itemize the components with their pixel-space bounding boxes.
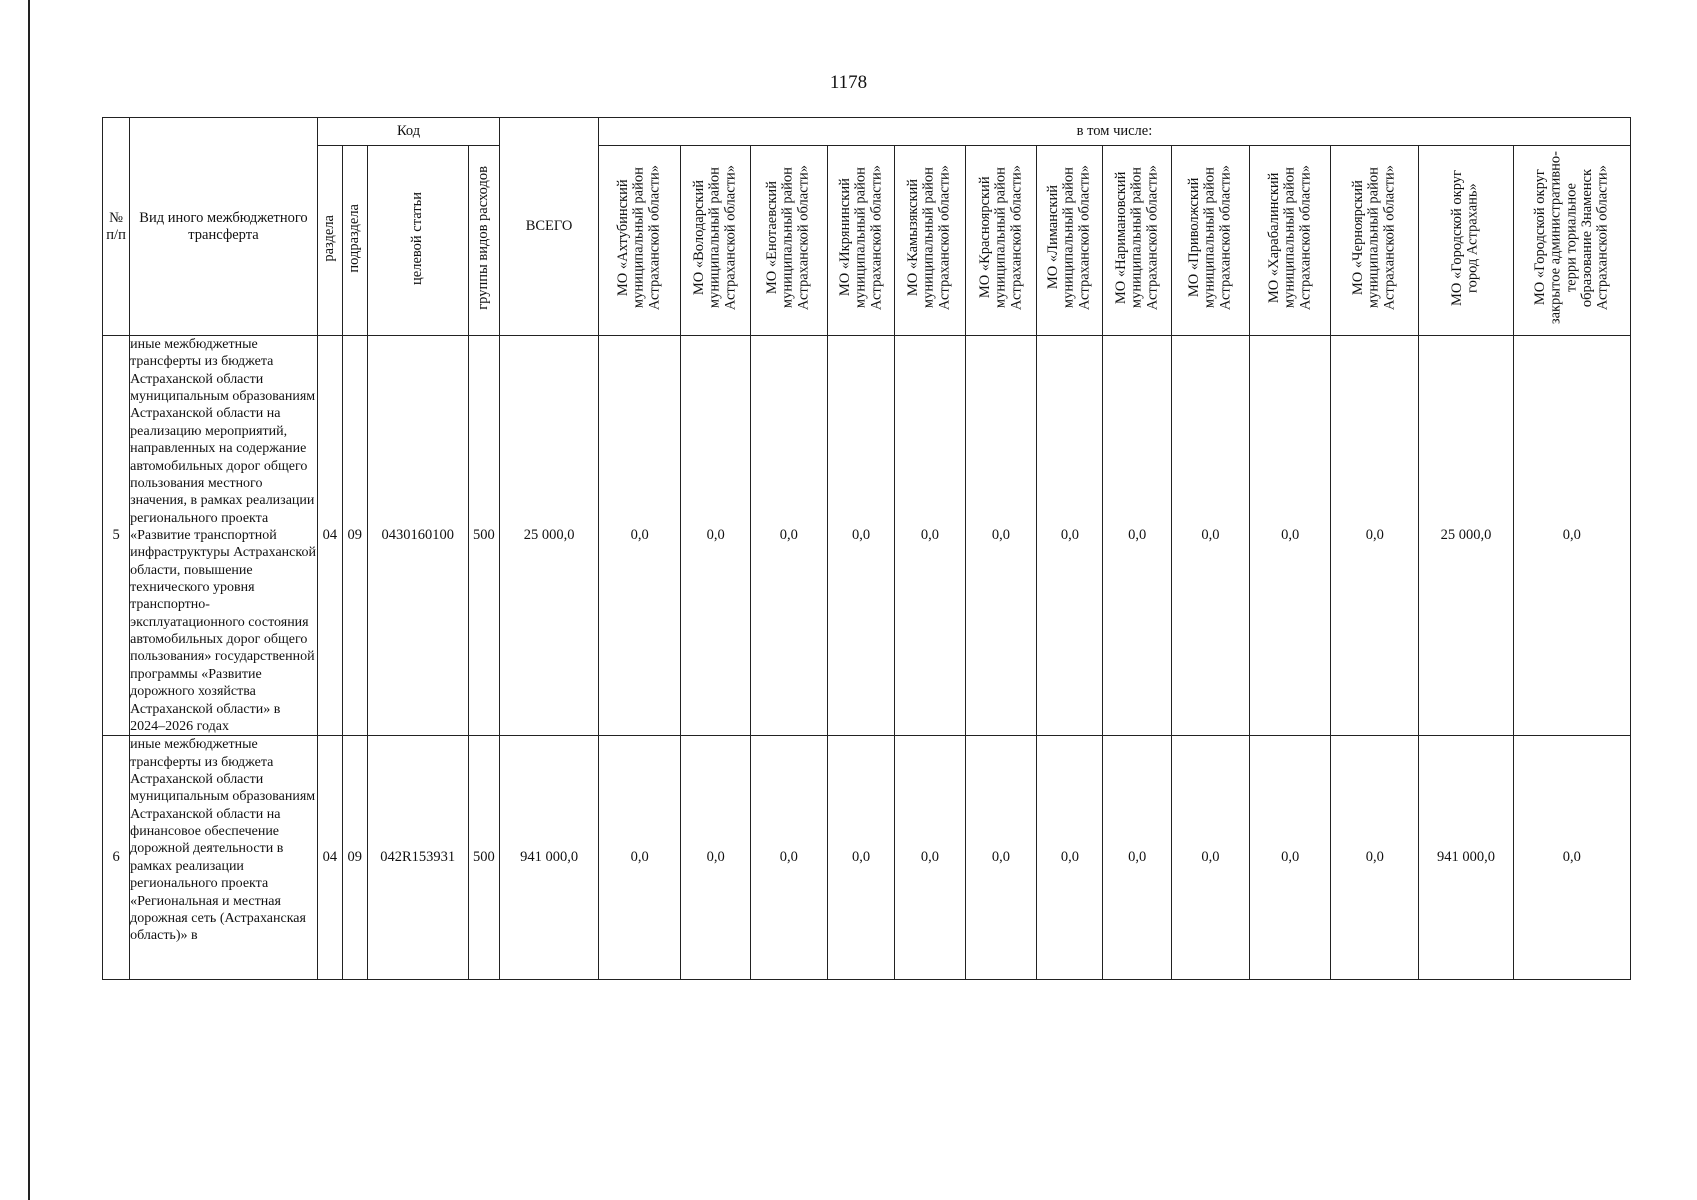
row-description: иные межбюджетные трансферты из бюджета Астраханской области муниципальным образованиям Астраханской области на финансовое обеспечение дорожной деятельности в рамках реализации регионального проекта «Региональная и местная дорожная сеть (Астраханская область)» в <box>130 737 316 944</box>
recipient-label: МО «Городской округ город Астрахань» <box>1449 170 1481 306</box>
row-description: иные межбюджетные трансферты из бюджета Астраханской области муниципальным образованиям Астраханской области на реализацию мероприятий, направленных на содержание автомобильных дорог общего пользования местного значения, в рамках реализации регионального проекта «Развитие транспортной инфраструктуры Астраханской области, повышение технического уровня транспортно-эксплуатационного состояния автомобильных дорог общего пользования» государственной программы «Развитие дорожного хозяйства Астраханской области» в 2024–2026 годах <box>130 337 316 734</box>
table-row <box>103 336 1631 736</box>
col-header-recipient <box>1037 146 1103 336</box>
col-header-recipient <box>598 146 680 336</box>
col-header-podrazdel <box>342 146 367 336</box>
table-row <box>103 736 1631 980</box>
col-header-podrazdel-label: подраздела <box>345 203 362 273</box>
row-expense-group: 500 <box>468 736 500 980</box>
row-value: 0,0 <box>827 736 894 980</box>
col-header-razdel <box>317 146 342 336</box>
col-header-recipient <box>895 146 966 336</box>
col-header-recipient <box>1331 146 1419 336</box>
col-header-transfer-type: Вид иного межбюджетного трансферта <box>130 118 318 336</box>
recipient-label: МО «Приволжский муниципальный район Астраханской области» <box>1185 165 1234 311</box>
row-value: 0,0 <box>750 336 827 736</box>
row-value: 0,0 <box>895 736 966 980</box>
recipient-label: МО «Лиманский муниципальный район Астраханской области» <box>1045 165 1093 311</box>
row-target: 042R153931 <box>367 736 468 980</box>
row-expense-group: 500 <box>468 336 500 736</box>
col-header-recipient <box>681 146 750 336</box>
row-razdel: 04 <box>317 736 342 980</box>
col-header-expense-group <box>468 146 500 336</box>
row-value: 0,0 <box>965 336 1037 736</box>
row-value: 0,0 <box>598 736 680 980</box>
col-header-recipient <box>827 146 894 336</box>
row-value: 0,0 <box>827 336 894 736</box>
row-podrazdel: 09 <box>342 336 367 736</box>
row-target: 0430160100 <box>367 336 468 736</box>
col-header-recipient <box>1513 146 1630 336</box>
recipient-label: МО «Красноярский муниципальный район Астраханской области» <box>976 165 1024 311</box>
col-header-recipient <box>750 146 827 336</box>
row-value: 0,0 <box>1513 336 1630 736</box>
row-total: 941 000,0 <box>500 736 599 980</box>
row-value: 0,0 <box>1249 736 1330 980</box>
col-header-recipient <box>1419 146 1513 336</box>
row-value: 0,0 <box>1513 736 1630 980</box>
transfers-table <box>102 117 1631 980</box>
row-description-cell <box>130 736 318 980</box>
row-value: 0,0 <box>1331 336 1419 736</box>
row-value: 0,0 <box>750 736 827 980</box>
col-header-target-label: целевой статьи <box>408 191 425 285</box>
row-number: 5 <box>103 336 130 736</box>
recipient-label: МО «Черноярский муниципальный район Астраханской области» <box>1350 165 1398 311</box>
col-header-total: ВСЕГО <box>500 118 599 336</box>
row-value: 0,0 <box>681 336 750 736</box>
recipient-label: МО «Наримановский муниципальный район Астраханской области» <box>1112 165 1160 311</box>
col-header-number <box>103 118 130 336</box>
recipient-label: МО «Енотаевский муниципальный район Астраханской области» <box>764 165 812 311</box>
row-value: 0,0 <box>1331 736 1419 980</box>
col-header-target <box>367 146 468 336</box>
recipient-label: МО «Икрянинский муниципальный район Астраханской области» <box>836 165 884 311</box>
recipient-label: МО «Ахтубинский муниципальный район Астраханской области» <box>615 165 663 311</box>
col-header-recipient <box>1171 146 1249 336</box>
row-value: 0,0 <box>598 336 680 736</box>
col-header-expense-group-label: группы видов расходов <box>475 166 492 310</box>
page-number: 1178 <box>829 72 868 93</box>
recipient-label: МО «Камызякский муниципальный район Астраханской области» <box>905 165 953 311</box>
row-value: 0,0 <box>1249 336 1330 736</box>
row-value: 25 000,0 <box>1419 336 1513 736</box>
col-header-recipient <box>965 146 1037 336</box>
col-header-number-label: № п/п <box>106 209 126 243</box>
col-header-razdel-label: раздела <box>321 214 337 262</box>
recipient-label: МО «Володарский муниципальный район Астраханской области» <box>691 165 739 311</box>
row-value: 0,0 <box>965 736 1037 980</box>
left-margin-rule <box>28 0 30 1200</box>
row-value: 0,0 <box>681 736 750 980</box>
row-value: 0,0 <box>1103 736 1171 980</box>
row-podrazdel: 09 <box>342 736 367 980</box>
row-value: 0,0 <box>1171 736 1249 980</box>
row-value: 941 000,0 <box>1419 736 1513 980</box>
recipient-label: МО «Городской округ закрытое административно- терри ториальное образование Знаменск Астраханской области» <box>1531 151 1611 325</box>
row-value: 0,0 <box>1103 336 1171 736</box>
row-value: 0,0 <box>895 336 966 736</box>
col-header-including: в том числе: <box>598 118 1630 146</box>
recipient-label: МО «Харабалинский муниципальный район Астраханской области» <box>1265 165 1313 311</box>
row-value: 0,0 <box>1171 336 1249 736</box>
row-number: 6 <box>103 736 130 980</box>
col-header-recipient <box>1249 146 1330 336</box>
row-value: 0,0 <box>1037 336 1103 736</box>
row-value: 0,0 <box>1037 736 1103 980</box>
col-header-recipient <box>1103 146 1171 336</box>
row-razdel: 04 <box>317 336 342 736</box>
col-header-code: Код <box>317 118 499 146</box>
row-total: 25 000,0 <box>500 336 599 736</box>
